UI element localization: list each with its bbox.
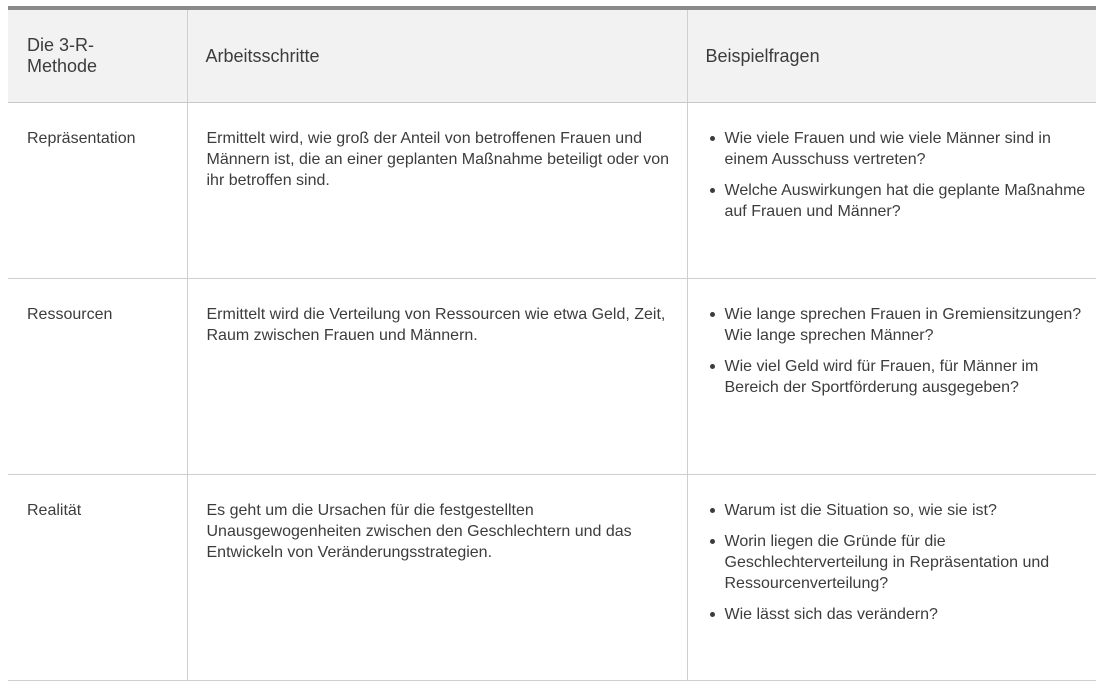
header-questions: Beispielfragen: [687, 8, 1096, 103]
header-steps: Arbeitsschritte: [187, 8, 687, 103]
three-r-method-table: [8, 6, 1096, 681]
header-method-line1: Die 3-R-: [27, 35, 95, 55]
table-row: [8, 279, 1096, 475]
question-item: Wie viel Geld wird für Frauen, für Männer im Bereich der Sportförderung ausgegeben?: [706, 356, 1087, 398]
method-cell: Ressourcen: [8, 279, 187, 475]
question-item: Wie lässt sich das verändern?: [706, 604, 1087, 625]
steps-cell: Es geht um die Ursachen für die festgestellten Unausgewogenheiten zwischen den Geschlechtern und das Entwickeln von Veränderungsstrategien.: [187, 475, 687, 681]
table-body: [8, 103, 1096, 681]
header-row: [8, 8, 1096, 103]
questions-cell: [687, 475, 1096, 681]
steps-cell: Ermittelt wird die Verteilung von Ressourcen wie etwa Geld, Zeit, Raum zwischen Frauen und Männern.: [187, 279, 687, 475]
question-item: Welche Auswirkungen hat die geplante Maßnahme auf Frauen und Männer?: [706, 180, 1087, 222]
question-item: Wie viele Frauen und wie viele Männer sind in einem Ausschuss vertreten?: [706, 128, 1087, 170]
method-cell: Repräsentation: [8, 103, 187, 279]
questions-cell: [687, 279, 1096, 475]
question-item: Worin liegen die Gründe für die Geschlechterverteilung in Repräsentation und Ressourcenverteilung?: [706, 531, 1087, 594]
table-row: [8, 475, 1096, 681]
question-item: Wie lange sprechen Frauen in Gremiensitzungen? Wie lange sprechen Männer?: [706, 304, 1087, 346]
question-list: [706, 500, 1087, 625]
table-header: [8, 8, 1096, 103]
table-row: [8, 103, 1096, 279]
header-method-line2: Methode: [27, 56, 98, 76]
method-cell: Realität: [8, 475, 187, 681]
question-list: [706, 128, 1087, 222]
questions-cell: [687, 103, 1096, 279]
question-item: Warum ist die Situation so, wie sie ist?: [706, 500, 1087, 521]
header-method: [8, 8, 187, 103]
question-list: [706, 304, 1087, 398]
steps-cell: Ermittelt wird, wie groß der Anteil von betroffenen Frauen und Männern ist, die an einer geplanten Maßnahme beteiligt oder von ihr betroffen sind.: [187, 103, 687, 279]
